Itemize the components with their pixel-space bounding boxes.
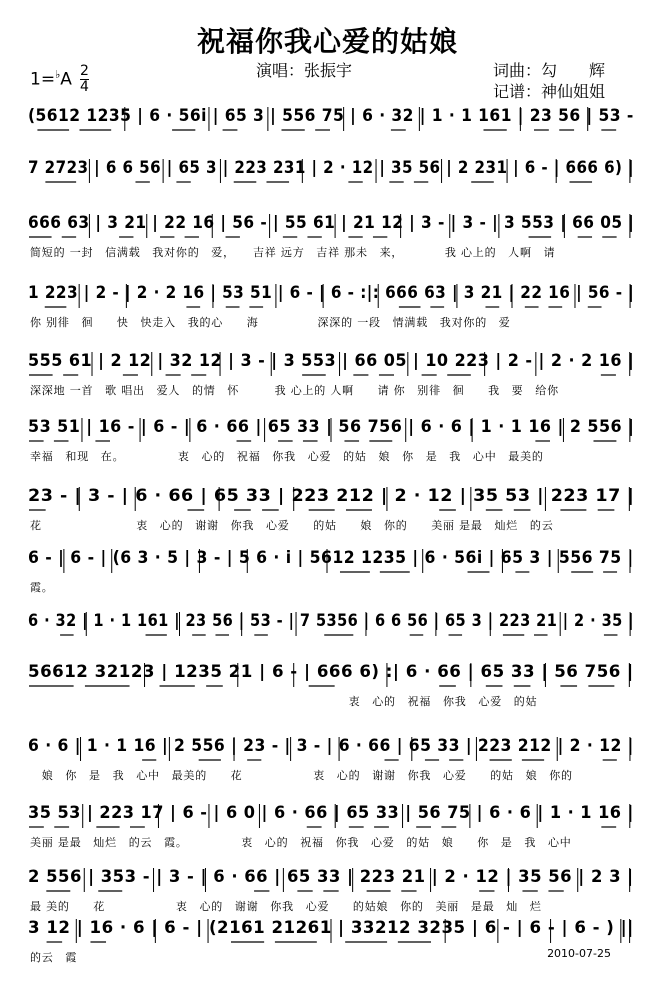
notation-text: 23 - | 3 - | 6 · 66 | 65 33 | 223 212 | 2 · 12 | 35 53 | 223 17 |	[28, 486, 635, 506]
time-signature: $\frac{2}{4}$	[80, 63, 89, 95]
notation-line	[28, 280, 636, 306]
notation-line	[28, 348, 636, 374]
notation-text: 56612 32123 | 1235 21 | 6 - | 666 6) :| 6 · 66 | 65 33 | 56 756 |	[28, 662, 634, 682]
lyric-line: 你 别徘 徊 快 快走入 我的心 海 深深的 一段 情满载 我对你的 爱	[30, 316, 511, 329]
notation-line	[28, 545, 636, 571]
notation-line	[28, 414, 636, 440]
singer-credit: 演唱：张振宇	[256, 61, 353, 80]
notation-line	[28, 608, 636, 634]
notation-text: 6 - | 6 - | (6 3 · 5 | 3 - | 5 6 · i | 5612 1235 | 6 · 56i | 65 3 | 556 75 |	[28, 548, 634, 568]
transcription-date: 2010-07-25	[547, 947, 611, 960]
lyric-line: 美丽 是最 灿烂 的云 霞。 衷 心的 祝福 你我 心爱 的姑 娘 你 是 我 心中	[30, 836, 572, 849]
notation-line	[28, 915, 636, 941]
notation-line	[28, 659, 636, 685]
lyric-line: 衷 心的 祝福 你我 心爱 的姑	[30, 695, 538, 708]
notation-text: (5612 1235 | 6 · 56i | 65 3 | 556 75 | 6 · 32 | 1 · 1 161 | 23 56 | 53 -	[28, 106, 634, 126]
notation-line	[28, 733, 636, 759]
transcriber-credit: 记谱：神仙姐姐	[493, 82, 606, 101]
beam-marks	[28, 612, 636, 652]
flat-icon: ♭	[55, 68, 61, 81]
notation-text: 7 2723 | 6 6 56 | 65 3 | 223 231 | 2 · 12 | 35 56 | 2 231 | 6 - | 666 6) |	[28, 158, 635, 178]
notation-text: 666 63 | 3 21 | 22 16 | 56 - | 55 61 | 21 12 | 3 - | 3 - | 3 553 | 66 05 |	[28, 213, 635, 233]
beam-marks	[28, 159, 636, 199]
lyric-line: 娘 你 是 我 心中 最美的 花 衷 心的 谢谢 你我 心爱 的姑 娘 你的	[30, 769, 573, 782]
notation-line	[28, 800, 636, 826]
notation-line	[28, 210, 636, 236]
notation-line	[28, 155, 636, 181]
notation-text: 1 223 | 2 - | 2 · 2 16 | 53 51 | 6 - | 6 - :|: 666 63 | 3 21 | 22 16 | 56 - |	[28, 283, 635, 303]
beam-marks	[28, 107, 636, 147]
notation-line	[28, 864, 636, 890]
notation-text: 3 12 | 16 · 6 | 6 - | (2161 21261 | 33212 3235 | 6 - | 6 - | 6 - ) ||	[28, 918, 634, 938]
notation-line	[28, 103, 636, 129]
notation-text: 6 · 32 | 1 · 1 161 | 23 56 | 53 - | 7 5356 | 6 6 56 | 65 3 | 223 21 | 2 · 35 |	[28, 611, 634, 631]
notation-text: 53 51 | 16 - | 6 - | 6 · 66 | 65 33 | 56 756 | 6 · 6 | 1 · 1 16 | 2 556 |	[28, 417, 635, 437]
notation-text: 2 556 | 353 - | 3 - | 6 · 66 | 65 33 | 223 21 | 2 · 12 | 35 56 | 2 3 |	[28, 867, 634, 887]
notation-text: 555 61 | 2 12 | 32 12 | 3 - | 3 553 | 66 05 | 10 223 | 2 - | 2 · 2 16 |	[28, 351, 635, 371]
lyric-line: 幸福 和现 在。 衷 心的 祝福 你我 心爱 的姑 娘 你 是 我 心中 最美的	[30, 450, 544, 463]
song-title: 祝福你我心爱的姑娘	[196, 25, 458, 58]
lyric-line: 简短的 一封 信满载 我对你的 爱， 吉祥 远方 吉祥 那未 来， 我 心上的 人啊 请	[30, 246, 556, 259]
lyric-line: 最 美的 花 衷 心的 谢谢 你我 心爱 的姑娘 你的 美丽 是最 灿 烂	[30, 900, 542, 913]
notation-line	[28, 483, 636, 509]
key-signature: 1=♭A	[30, 68, 72, 90]
lyric-line: 深深地 一首 歌 唱出 爱人 的情 怀 我 心上的 人啊 请 你 别徘 徊 我 要 给你	[30, 384, 559, 397]
composer-credit: 词曲：勾 辉	[493, 61, 606, 80]
notation-text: 6 · 6 | 1 · 1 16 | 2 556 | 23 - | 3 - | 6 · 66 | 65 33 | 223 212 | 2 · 12 |	[28, 736, 634, 756]
lyric-line: 霞。	[30, 581, 54, 594]
lyric-line: 的云 霞	[30, 951, 78, 964]
notation-text: 35 53 | 223 17 | 6 - | 6 0 | 6 · 66 | 65 33 | 56 75 | 6 · 6 | 1 · 1 16 |	[28, 803, 634, 823]
lyric-line: 花 衷 心的 谢谢 你我 心爱 的姑 娘 你的 美丽 是最 灿烂 的云	[30, 519, 554, 532]
